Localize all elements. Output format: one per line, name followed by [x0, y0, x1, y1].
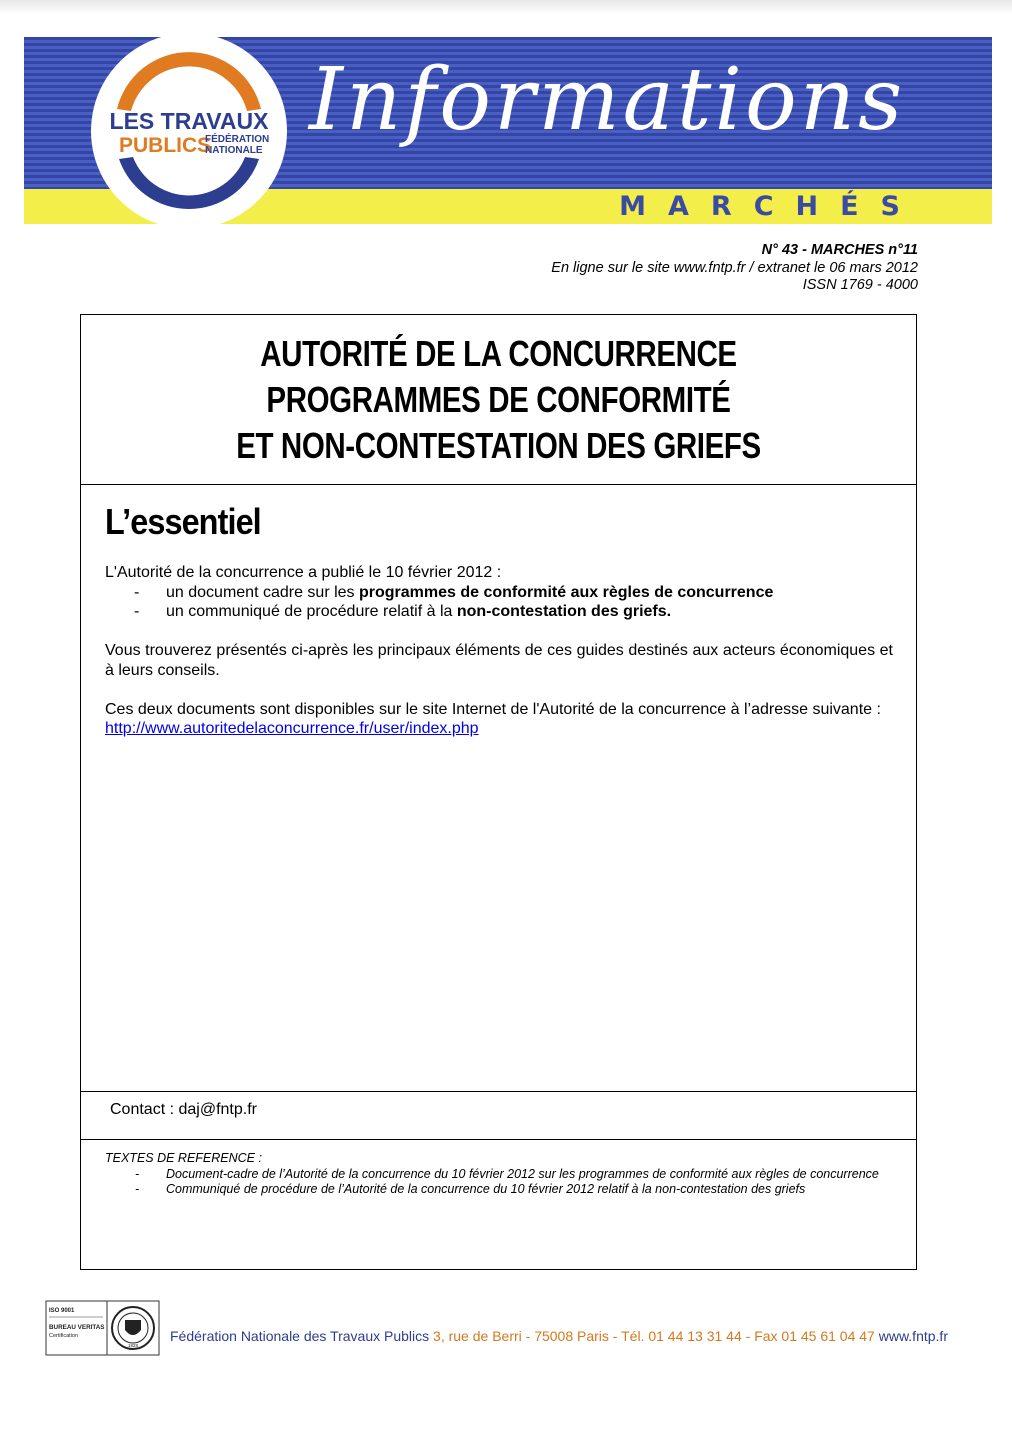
reference-list — [105, 1167, 893, 1198]
divider — [81, 484, 916, 485]
contact-line: Contact : daj@fntp.fr — [110, 1101, 257, 1118]
bullet-list — [105, 583, 893, 622]
logo-text-line2: PUBLICS — [119, 134, 212, 157]
cert-iso-text: ISO 9001 — [49, 1308, 75, 1314]
issn: ISSN 1769 - 4000 — [802, 277, 918, 293]
divider — [81, 1139, 916, 1140]
logo-text-line3: FÉDÉRATION — [205, 134, 270, 145]
footer-address — [170, 1328, 948, 1344]
cert-name-text: BUREAU VERITAS — [49, 1324, 105, 1331]
divider — [81, 1091, 916, 1092]
issue-meta — [551, 242, 918, 295]
paragraph: Ces deux documents sont disponibles sur le site Internet de l'Autorité de la concurrence à l’adresse suivante : — [105, 700, 881, 718]
header-banner — [24, 37, 992, 224]
footer-contact-details: 3, rue de Berri - 75008 Paris - Tél. 01 44 13 31 44 - Fax 01 45 61 04 47 — [429, 1328, 879, 1344]
footer-org: Fédération Nationale des Travaux Publics — [170, 1328, 430, 1344]
headline — [156, 331, 841, 469]
reference-text: Document-cadre de l’Autorité de la concurrence du 10 février 2012 sur les programmes de conformité aux règles de concurrence — [166, 1166, 879, 1181]
intro-text: L'Autorité de la concurrence a publié le 10 février 2012 : — [105, 564, 502, 581]
shield-icon — [125, 1320, 141, 1335]
references-title: TEXTES DE REFERENCE : — [105, 1151, 262, 1165]
logo-text-line4: NATIONALE — [205, 145, 263, 156]
bullet-text: un communiqué de procédure relatif à la — [166, 603, 457, 620]
reference-texts — [105, 1151, 893, 1198]
online-date: En ligne sur le site www.fntp.fr / extranet le 06 mars 2012 — [551, 259, 918, 276]
footer-website: www.fntp.fr — [878, 1328, 948, 1344]
reference-text: Communiqué de procédure de l’Autorité de la concurrence du 10 février 2012 relatif à la non-contestation des griefs — [166, 1182, 806, 1196]
list-item — [105, 1182, 893, 1198]
list-item — [105, 602, 893, 622]
list-item — [105, 1167, 893, 1183]
logo-text-line1: LES TRAVAUX — [109, 108, 269, 134]
fntp-logo — [89, 31, 289, 231]
bullet-dash: - — [135, 1166, 140, 1181]
bullet-bold-text: non-contestation des griefs. — [456, 603, 672, 620]
issue-number: N° 43 - MARCHES n°11 — [761, 242, 918, 258]
cert-sub-text: Certification — [49, 1333, 79, 1339]
paragraph: Vous trouverez présentés ci-après les principaux éléments de ces guides destinés aux acteurs économiques et à leurs conseils. — [105, 642, 893, 679]
bullet-dash: - — [134, 603, 140, 620]
autorite-link[interactable]: http://www.autoritedelaconcurrence.fr/user/index.php — [105, 720, 479, 737]
headline-line: AUTORITÉ DE LA CONCURRENCE — [260, 333, 737, 374]
cert-year-text: 1828 — [127, 1343, 139, 1348]
bureau-veritas-certification-logo — [45, 1300, 160, 1356]
bullet-dash: - — [134, 583, 140, 601]
bullet-bold-text: programmes de conformité aux règles de concurrence — [359, 583, 774, 601]
banner-subtitle: MARCHÉS — [619, 191, 922, 222]
bullet-text: un document cadre sur les — [166, 583, 359, 601]
summary-body — [105, 563, 893, 739]
headline-line: ET NON-CONTESTATION DES GRIEFS — [236, 425, 761, 466]
page-top-edge — [0, 0, 1012, 14]
bullet-dash: - — [135, 1182, 140, 1196]
headline-line: PROGRAMMES DE CONFORMITÉ — [266, 379, 731, 420]
section-heading: L’essentiel — [105, 501, 261, 542]
list-item — [105, 583, 893, 603]
banner-title: Informations — [309, 50, 906, 150]
main-frame — [80, 314, 917, 1270]
